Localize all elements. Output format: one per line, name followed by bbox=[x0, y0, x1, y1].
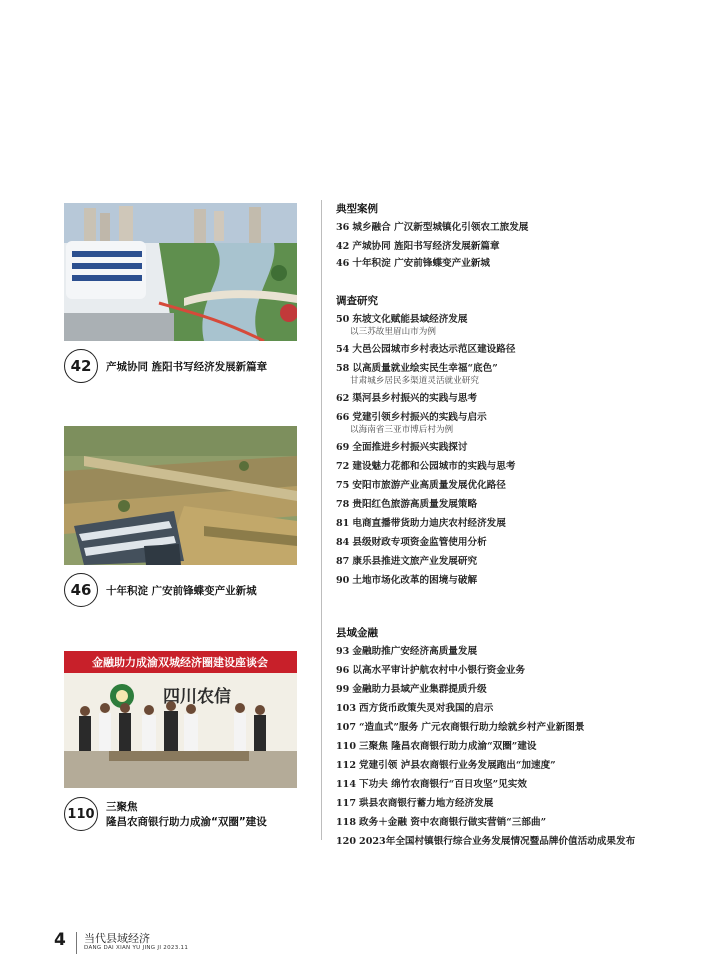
feature-110 bbox=[64, 797, 314, 833]
footer-divider bbox=[76, 932, 77, 954]
toc-title: 以高水平审计护航农村中小银行资金业务 bbox=[352, 665, 526, 676]
toc-entry[interactable] bbox=[336, 574, 706, 587]
toc-entry[interactable] bbox=[336, 816, 706, 829]
toc-entry[interactable] bbox=[336, 740, 706, 753]
toc-entry[interactable] bbox=[336, 441, 706, 454]
toc-page: 66 bbox=[336, 412, 350, 423]
toc-title: 东坡文化赋能县域经济发展 bbox=[352, 314, 468, 325]
toc-title: 渠河县乡村振兴的实践与思考 bbox=[352, 393, 478, 404]
toc-title: 下功夫 绵竹农商银行“百日攻坚”见实效 bbox=[359, 779, 527, 790]
toc-page: 114 bbox=[336, 779, 357, 790]
feature-title-46: 十年积淀 广安前锋蝶变产业新城 bbox=[106, 585, 257, 597]
toc-page: 93 bbox=[336, 646, 350, 657]
toc-page: 112 bbox=[336, 760, 357, 771]
toc-title: 以高质量就业绘实民生幸福“底色” bbox=[352, 363, 498, 374]
toc-title: 安阳市旅游产业高质量发展优化路径 bbox=[352, 480, 506, 491]
toc-entry[interactable] bbox=[336, 392, 706, 405]
toc-title: “造血式”服务 广元农商银行助力绘就乡村产业新图景 bbox=[359, 722, 585, 733]
toc-title: 全面推进乡村振兴实践探讨 bbox=[352, 442, 468, 453]
toc-title: 政务＋金融 资中农商银行做实营销“三部曲” bbox=[359, 817, 547, 828]
section-heading: 典型案例 bbox=[336, 203, 378, 215]
section-county-finance bbox=[336, 626, 706, 854]
toc-subtitle: 甘肃城乡居民多渠道灵活就业研究 bbox=[350, 376, 479, 386]
toc-page: 107 bbox=[336, 722, 357, 733]
toc-subtitle: 以三苏故里眉山市为例 bbox=[350, 327, 436, 337]
toc-page: 99 bbox=[336, 684, 350, 695]
toc-page: 87 bbox=[336, 556, 350, 567]
toc-title: 城乡融合 广汉新型城镇化引领农工旅发展 bbox=[352, 222, 529, 233]
toc-subtitle: 以海南省三亚市博后村为例 bbox=[350, 425, 454, 435]
toc-page: 96 bbox=[336, 665, 350, 676]
section-heading: 调查研究 bbox=[336, 295, 378, 307]
toc-title: 西方货币政策失灵对我国的启示 bbox=[359, 703, 494, 714]
toc-entry[interactable] bbox=[336, 683, 706, 696]
toc-entry[interactable] bbox=[336, 645, 706, 658]
feature-title-110-line1: 三聚焦 bbox=[106, 801, 138, 813]
toc-page: 117 bbox=[336, 798, 357, 809]
toc-entry[interactable] bbox=[336, 479, 706, 492]
toc-entry[interactable] bbox=[336, 517, 706, 530]
magazine-pinyin: DANG DAI XIAN YU JING JI 2023.11 bbox=[84, 945, 189, 951]
toc-page: 36 bbox=[336, 222, 350, 233]
toc-title: 贵阳红色旅游高质量发展策略 bbox=[352, 499, 478, 510]
toc-title: 县级财政专项资金监管使用分析 bbox=[352, 537, 487, 548]
toc-title: 土地市场化改革的困境与破解 bbox=[352, 575, 478, 586]
toc-page: 58 bbox=[336, 363, 350, 374]
toc-entry[interactable] bbox=[336, 411, 706, 436]
feature-title-110-line2: 隆昌农商银行助力成渝“双圈”建设 bbox=[106, 816, 267, 828]
toc-page: 75 bbox=[336, 480, 350, 491]
toc-title: 大邑公园城市乡村表达示范区建设路径 bbox=[352, 344, 516, 355]
photo-city-river bbox=[64, 203, 297, 341]
toc-title: 建设魅力花都和公园城市的实践与思考 bbox=[352, 461, 516, 472]
section-typical-cases bbox=[336, 202, 706, 276]
toc-page: 78 bbox=[336, 499, 350, 510]
toc-entry[interactable] bbox=[336, 498, 706, 511]
toc-page: 90 bbox=[336, 575, 350, 586]
toc-title: 党建引领乡村振兴的实践与启示 bbox=[352, 412, 487, 423]
feature-42 bbox=[64, 349, 314, 385]
toc-entry[interactable] bbox=[336, 460, 706, 473]
toc-title: 党建引领 泸县农商银行业务发展跑出“加速度” bbox=[359, 760, 556, 771]
toc-page: 81 bbox=[336, 518, 350, 529]
toc-page: 46 bbox=[336, 258, 350, 269]
feature-title-42: 产城协同 旌阳书写经济发展新篇章 bbox=[106, 361, 268, 373]
feature-46 bbox=[64, 573, 314, 609]
toc-page: 72 bbox=[336, 461, 350, 472]
toc-entry[interactable] bbox=[336, 759, 706, 772]
page-badge-42: 42 bbox=[64, 349, 98, 383]
toc-title: 康乐县推进文旅产业发展研究 bbox=[352, 556, 478, 567]
meeting-banner: 金融助力成渝双城经济圈建设座谈会 bbox=[92, 656, 268, 669]
toc-page: 120 bbox=[336, 836, 357, 847]
credit-union-sign: 四川农信 bbox=[163, 687, 231, 707]
toc-entry[interactable] bbox=[336, 221, 706, 234]
toc-entry[interactable] bbox=[336, 835, 706, 848]
toc-entry[interactable] bbox=[336, 555, 706, 568]
toc-page: 84 bbox=[336, 537, 350, 548]
toc-page: 42 bbox=[336, 241, 350, 252]
toc-entry[interactable] bbox=[336, 797, 706, 810]
toc-title: 2023年全国村镇银行综合业务发展情况暨品牌价值活动成果发布 bbox=[359, 836, 636, 847]
toc-page: 118 bbox=[336, 817, 357, 828]
toc-title: 电商直播带货助力迪庆农村经济发展 bbox=[352, 518, 506, 529]
toc-entry[interactable] bbox=[336, 240, 706, 253]
toc-page: 103 bbox=[336, 703, 357, 714]
toc-page: 54 bbox=[336, 344, 350, 355]
section-heading: 县域金融 bbox=[336, 627, 378, 639]
toc-entry[interactable] bbox=[336, 721, 706, 734]
page-badge-46: 46 bbox=[64, 573, 98, 607]
column-divider bbox=[321, 200, 322, 840]
toc-entry[interactable] bbox=[336, 313, 706, 338]
toc-page: 62 bbox=[336, 393, 350, 404]
toc-entry[interactable] bbox=[336, 257, 706, 270]
toc-page: 110 bbox=[336, 741, 357, 752]
section-research bbox=[336, 294, 706, 593]
photo-farmland bbox=[64, 426, 297, 565]
toc-entry[interactable] bbox=[336, 536, 706, 549]
toc-title: 三聚焦 隆昌农商银行助力成渝“双圈”建设 bbox=[359, 741, 537, 752]
page-badge-110: 110 bbox=[64, 797, 98, 831]
toc-page: 50 bbox=[336, 314, 350, 325]
toc-entry[interactable] bbox=[336, 778, 706, 791]
toc-title: 金融助推广安经济高质量发展 bbox=[352, 646, 478, 657]
toc-page: 69 bbox=[336, 442, 350, 453]
magazine-name: 当代县域经济 bbox=[84, 932, 150, 945]
toc-title: 产城协同 旌阳书写经济发展新篇章 bbox=[352, 241, 500, 252]
page-number: 4 bbox=[54, 930, 66, 950]
toc-entry[interactable] bbox=[336, 343, 706, 356]
toc-entry[interactable] bbox=[336, 702, 706, 715]
photo-meeting bbox=[64, 651, 297, 788]
toc-title: 金融助力县域产业集群提质升级 bbox=[352, 684, 487, 695]
toc-title: 十年积淀 广安前锋蝶变产业新城 bbox=[352, 258, 491, 269]
toc-title: 珙县农商银行蓄力地方经济发展 bbox=[359, 798, 494, 809]
toc-entry[interactable] bbox=[336, 664, 706, 677]
toc-entry[interactable] bbox=[336, 362, 706, 387]
